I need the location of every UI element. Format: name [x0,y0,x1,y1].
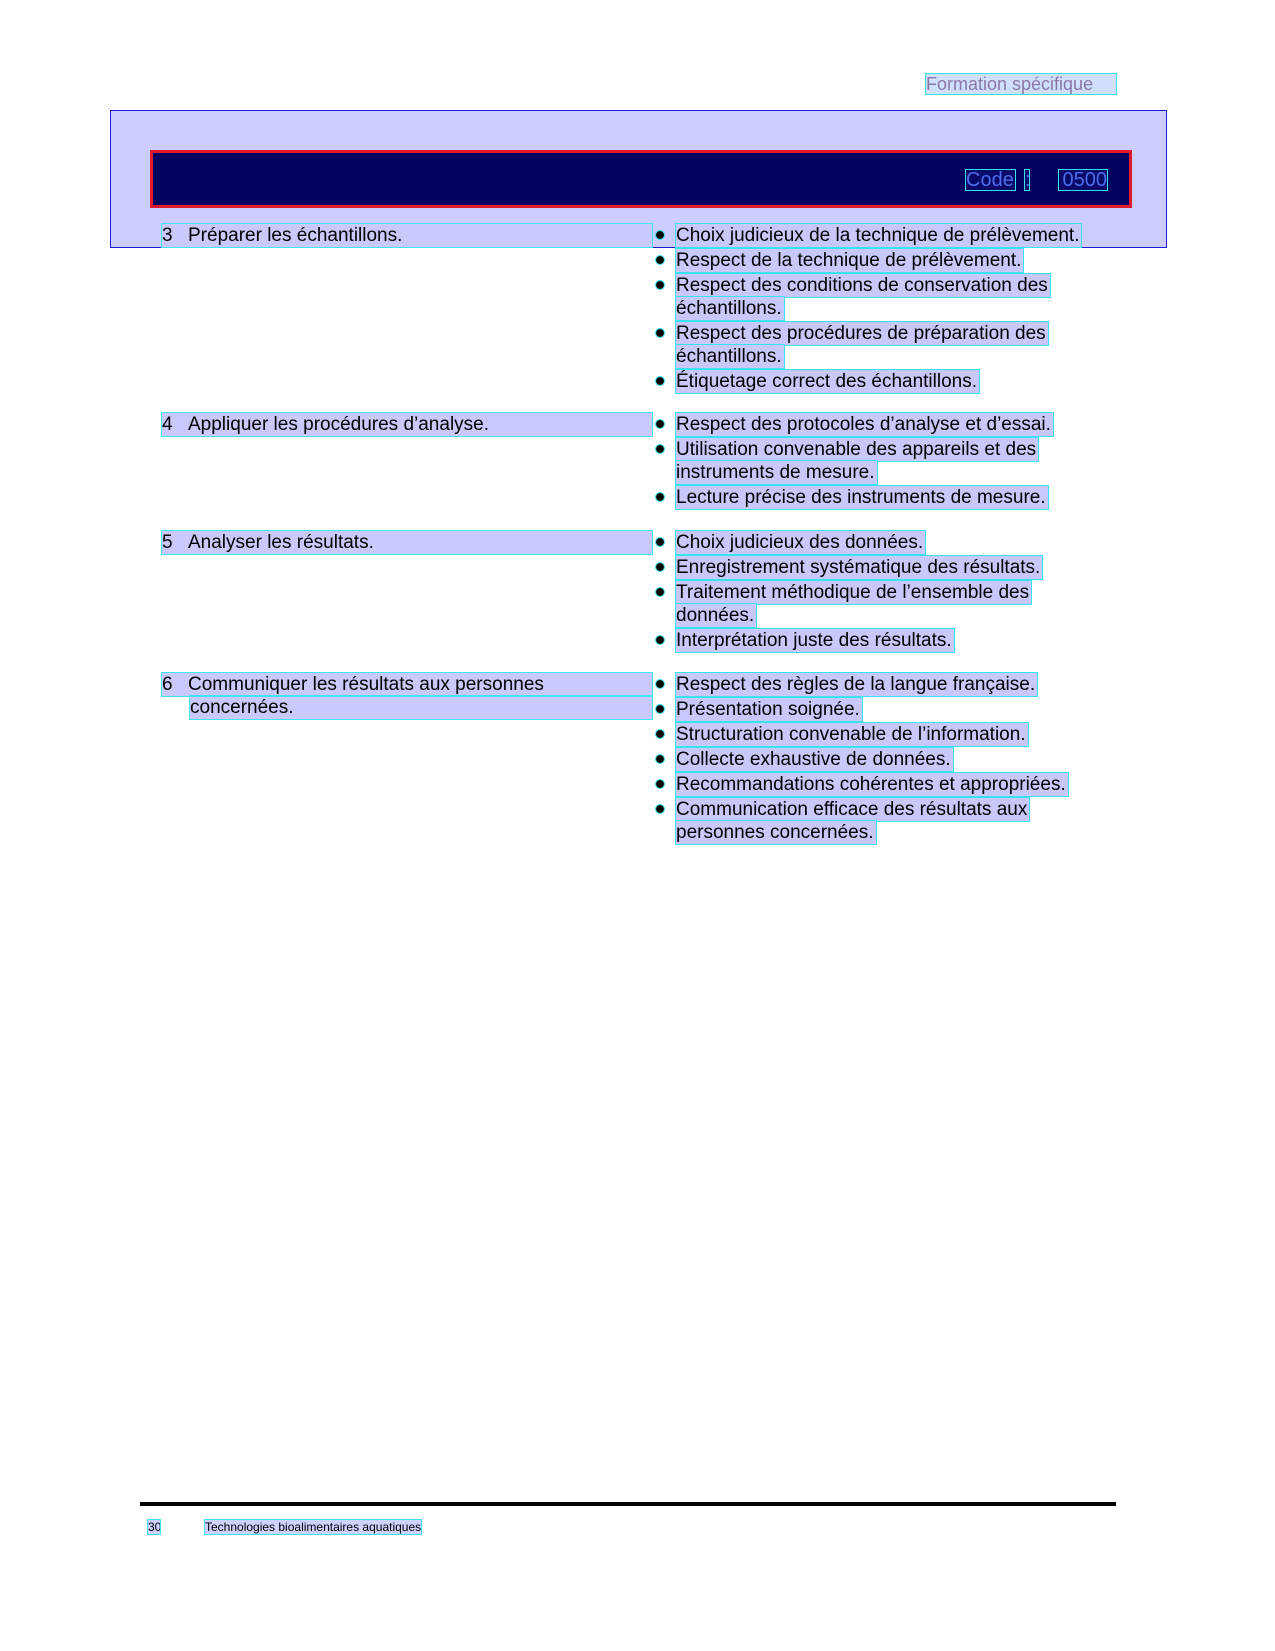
criterion-text-continuation: échantillons. [676,298,782,319]
competency-element-text: Préparer les échantillons. [188,225,403,246]
criterion-text: Respect de la technique de prélèvement. [676,250,1022,271]
bullet-icon [656,805,664,813]
competency-element [162,224,652,247]
criterion-text-continuation: échantillons. [676,346,782,367]
competency-number: 4 [162,414,173,435]
criterion-text: Interprétation juste des résultats. [676,630,952,651]
module-title-bar [150,150,1132,208]
performance-criterion [654,438,1116,484]
criterion-text: Choix judicieux des données. [676,532,924,553]
criterion-text: Utilisation convenable des appareils et des [676,439,1037,460]
criterion-text: Traitement méthodique de l’ensemble des [676,582,1030,603]
performance-criterion [654,773,1116,796]
criterion-text: Choix judicieux de la technique de prélèvement. [676,225,1080,246]
criterion-text: Respect des protocoles d’analyse et d’essai. [676,414,1051,435]
criterion-text: Présentation soignée. [676,699,860,720]
performance-criterion [654,581,1116,627]
module-code [966,170,1107,190]
bullet-icon [656,420,664,428]
performance-criterion [654,486,1116,509]
performance-criterion [654,249,1116,272]
competency-element-text: Analyser les résultats. [188,532,374,553]
performance-criterion [654,798,1116,844]
criterion-text: Respect des procédures de préparation des [676,323,1046,344]
competency-element-line [162,413,652,436]
competency-element [162,531,652,554]
criterion-text: Respect des conditions de conservation des [676,275,1048,296]
criterion-text: Communication efficace des résultats aux [676,799,1028,820]
bullet-icon [656,538,664,546]
performance-criterion [654,673,1116,696]
module-code-value: 0500 [1059,170,1107,190]
competency-element-text-continuation: concernées. [190,697,294,718]
performance-criterion [654,556,1116,579]
performance-criteria-list [654,224,1116,395]
document-title: Technologies bioalimentaires aquatiques [205,1520,422,1534]
bullet-icon [656,377,664,385]
performance-criterion [654,531,1116,554]
performance-criterion [654,322,1116,368]
footer [148,1520,421,1534]
competency-element-text: Communiquer les résultats aux personnes [188,674,544,695]
criterion-text-continuation: instruments de mesure. [676,462,875,483]
competency-element-line [162,531,652,554]
performance-criteria-list [654,673,1116,846]
header-section-title: Formation spécifique [926,74,1116,94]
footer-divider [140,1502,1116,1506]
criterion-text: Étiquetage correct des échantillons. [676,371,978,392]
performance-criterion [654,370,1116,393]
criterion-text: Respect des règles de la langue française. [676,674,1036,695]
bullet-icon [656,730,664,738]
bullet-icon [656,780,664,788]
criterion-text: Enregistrement systématique des résultats. [676,557,1041,578]
competency-element [162,413,652,436]
bullet-icon [656,231,664,239]
performance-criteria-list [654,531,1116,654]
criterion-text: Collecte exhaustive de données. [676,749,951,770]
bullet-icon [656,705,664,713]
competency-number: 3 [162,225,173,246]
bullet-icon [656,563,664,571]
competency-element-line [162,673,652,696]
criterion-text-continuation: données. [676,605,755,626]
competency-element [162,673,652,719]
performance-criterion [654,413,1116,436]
bullet-icon [656,329,664,337]
bullet-icon [656,588,664,596]
bullet-icon [656,281,664,289]
competency-number: 6 [162,674,173,695]
page-number: 30 [148,1520,162,1534]
performance-criterion [654,748,1116,771]
module-code-separator: : [1025,169,1031,191]
criterion-text: Structuration convenable de l’information. [676,724,1026,745]
competency-element-text: Appliquer les procédures d’analyse. [188,414,490,435]
criterion-text-continuation: personnes concernées. [676,822,874,843]
performance-criterion [654,274,1116,320]
bullet-icon [656,755,664,763]
competency-element-line-continuation [190,696,652,719]
performance-criterion [654,723,1116,746]
bullet-icon [656,680,664,688]
performance-criterion [654,698,1116,721]
bullet-icon [656,636,664,644]
performance-criteria-list [654,413,1116,511]
module-code-label: Code [966,169,1014,191]
criterion-text: Recommandations cohérentes et appropriées. [676,774,1066,795]
bullet-icon [656,445,664,453]
competency-element-line [162,224,652,247]
competency-number: 5 [162,532,173,553]
performance-criterion [654,224,1116,247]
performance-criterion [654,629,1116,652]
bullet-icon [656,256,664,264]
criterion-text: Lecture précise des instruments de mesure. [676,487,1046,508]
bullet-icon [656,493,664,501]
